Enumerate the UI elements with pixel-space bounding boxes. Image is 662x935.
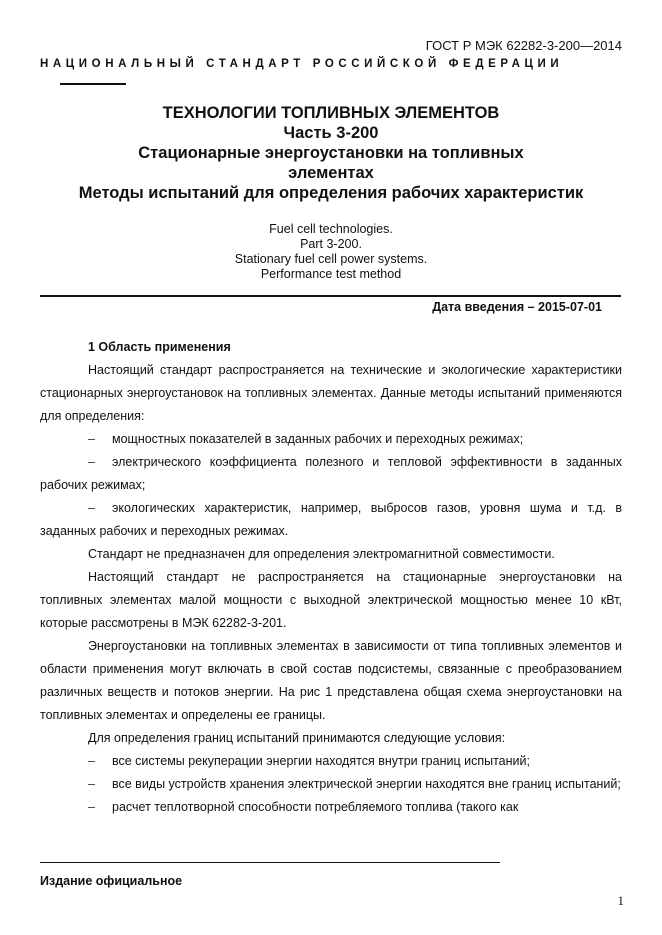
list-item-text: расчет теплотворной способности потребляемого топлива (такого как: [112, 800, 519, 814]
list-item: [40, 796, 622, 819]
national-standard-heading: НАЦИОНАЛЬНЫЙ СТАНДАРТ РОССИЙСКОЙ ФЕДЕРАЦИИ: [40, 58, 564, 70]
list-item: [40, 451, 622, 497]
list-item: [40, 428, 622, 451]
title-divider-rule: [40, 295, 621, 297]
title-line-5: Методы испытаний для определения рабочих характеристик: [78, 184, 584, 202]
dash-marker: –: [88, 800, 95, 814]
paragraph-3: Настоящий стандарт не распространяется на стационарные энергоустановки на топливных элементах малой мощности с выходной электрической мощностью менее 10 кВт, которые рассмотрены в МЭК 62282-3-201.: [40, 570, 622, 630]
document-code: ГОСТ Р МЭК 62282-3-200—2014: [425, 38, 622, 53]
dash-marker: –: [88, 432, 95, 446]
list-item-text: экологических характеристик, например, выбросов газов, уровня шума и т.д. в заданных рабочих и переходных режимах.: [40, 501, 622, 538]
english-title-block: [40, 222, 622, 282]
paragraph-1: Настоящий стандарт распространяется на технические и экологические характеристики стационарных энергоустановок на топливных элементах. Данные методы испытаний применяются для определения:: [40, 363, 622, 423]
introduction-date: Дата введения – 2015-07-01: [432, 300, 602, 314]
list-item-text: электрического коэффициента полезного и тепловой эффективности в заданных рабочих режимах;: [40, 455, 622, 492]
list-item: [40, 773, 622, 796]
list-item-text: мощностных показателей в заданных рабочих и переходных режимах;: [112, 432, 524, 446]
title-line-4: элементах: [288, 164, 374, 182]
section-heading: 1 Область применения: [88, 340, 231, 354]
title-line-1: ТЕХНОЛОГИИ ТОПЛИВНЫХ ЭЛЕМЕНТОВ: [162, 104, 500, 122]
dash-marker: –: [88, 455, 95, 469]
english-line-2: Part 3-200.: [300, 237, 362, 251]
title-line-3: Стационарные энергоустановки на топливных: [138, 144, 524, 162]
dash-marker: –: [88, 777, 95, 791]
paragraph-2: Стандарт не предназначен для определения электромагнитной совместимости.: [88, 547, 555, 561]
list-item-text: все виды устройств хранения электрической энергии находятся вне границ испытаний;: [112, 777, 621, 791]
footer-rule: [40, 862, 500, 863]
document-title-block: [40, 103, 622, 203]
english-line-1: Fuel cell technologies.: [269, 222, 393, 236]
list-item: [40, 497, 622, 543]
dash-marker: –: [88, 501, 95, 515]
paragraph-4: Энергоустановки на топливных элементах в зависимости от типа топливных элементов и области применения могут включать в свой состав подсистемы, связанные с преобразованием различных веществ и потоков энергии. На рис 1 представлена общая схема энергоустановки на топливных элементах и определены ее границы.: [40, 639, 622, 722]
list-item: [40, 750, 622, 773]
list-item-text: все системы рекуперации энергии находятся внутри границ испытаний;: [112, 754, 530, 768]
document-body: [40, 336, 622, 819]
title-line-2: Часть 3-200: [283, 124, 379, 142]
edition-label: Издание официальное: [40, 874, 183, 888]
english-line-3: Stationary fuel cell power systems.: [234, 252, 428, 266]
english-line-4: Performance test method: [260, 267, 402, 281]
page-number: 1: [617, 893, 624, 908]
paragraph-5: Для определения границ испытаний принимаются следующие условия:: [88, 731, 506, 745]
header-short-rule: [60, 83, 126, 85]
dash-marker: –: [88, 754, 95, 768]
